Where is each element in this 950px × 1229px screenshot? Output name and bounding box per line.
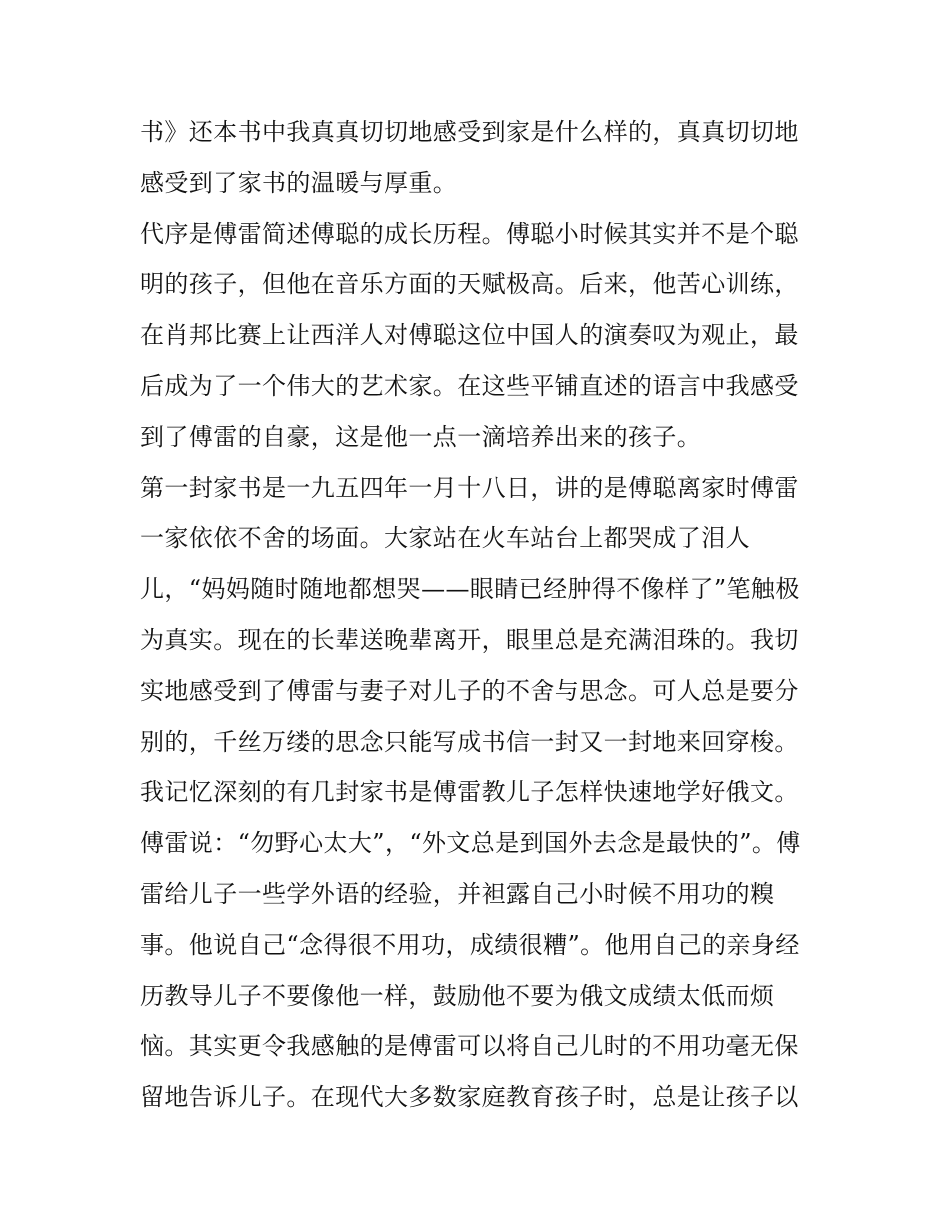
text-line-10: 儿，“妈妈随时随地都想哭——眼睛已经肿得不像样了”笔触极 [140, 575, 800, 604]
text-line-17: 事。他说自己“念得很不用功，成绩很糟”。他用自己的亲身经 [140, 930, 800, 959]
text-line-6: 后成为了一个伟大的艺术家。在这些平铺直述的语言中我感受 [140, 371, 799, 400]
text-line-2: 感受到了家书的温暖与厚重。 [140, 168, 458, 197]
body-text [140, 107, 820, 1123]
text-line-16: 雷给儿子一些学外语的经验，并袒露自己小时候不用功的糗 [140, 879, 775, 908]
text-line-9: 一家依依不舍的场面。大家站在火车站台上都哭成了泪人 [140, 524, 750, 553]
text-line-3: 代序是傅雷简述傅聪的成长历程。傅聪小时候其实并不是个聪 [140, 219, 799, 248]
text-line-7: 到了傅雷的自豪，这是他一点一滴培养出来的孩子。 [140, 422, 702, 451]
text-line-4: 明的孩子，但他在音乐方面的天赋极高。后来，他苦心训练， [140, 270, 799, 299]
text-line-19: 恼。其实更令我感触的是傅雷可以将自己儿时的不用功毫无保 [140, 1032, 799, 1061]
text-line-5: 在肖邦比赛上让西洋人对傅聪这位中国人的演奏叹为观止，最 [140, 321, 799, 350]
text-line-14: 我记忆深刻的有几封家书是傅雷教儿子怎样快速地学好俄文。 [140, 778, 799, 807]
text-line-20: 留地告诉儿子。在现代大多数家庭教育孩子时，总是让孩子以 [140, 1083, 799, 1112]
text-line-18: 历教导儿子不要像他一样，鼓励他不要为俄文成绩太低而烦 [140, 981, 775, 1010]
text-line-12: 实地感受到了傅雷与妻子对儿子的不舍与思念。可人总是要分 [140, 676, 799, 705]
text-line-8: 第一封家书是一九五四年一月十八日，讲的是傅聪离家时傅雷 [140, 473, 799, 502]
text-line-15: 傅雷说：“勿野心太大”，“外文总是到国外去念是最快的”。傅 [140, 829, 801, 858]
text-line-13: 别的，千丝万缕的思念只能写成书信一封又一封地来回穿梭。 [140, 727, 799, 756]
text-line-1: 书》还本书中我真真切切地感受到家是什么样的，真真切切地 [140, 118, 799, 146]
text-line-11: 为真实。现在的长辈送晚辈离开，眼里总是充满泪珠的。我切 [140, 625, 799, 654]
